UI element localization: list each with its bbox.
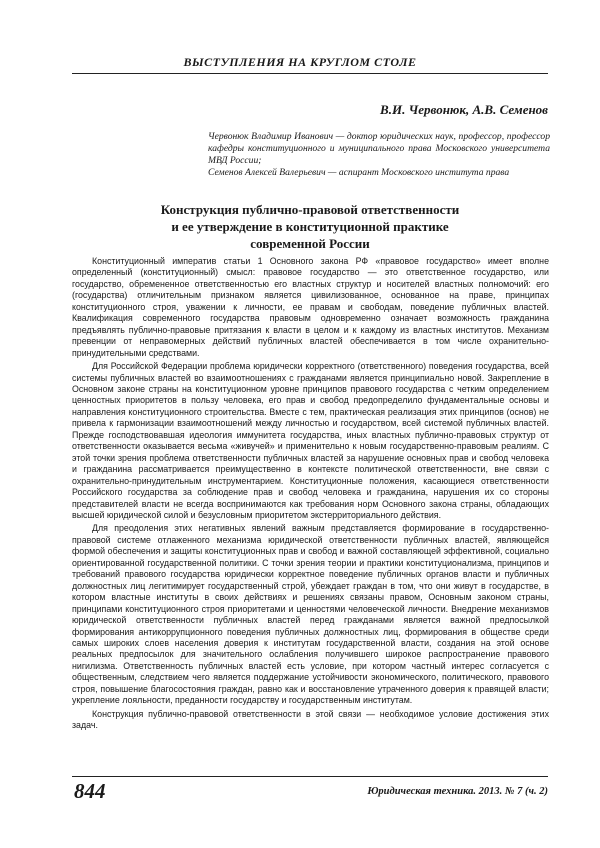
journal-citation: Юридическая техника. 2013. № 7 (ч. 2) xyxy=(367,786,548,797)
running-header: ВЫСТУПЛЕНИЯ НА КРУГЛОМ СТОЛЕ xyxy=(183,55,417,69)
article-authors: В.И. Червонюк, А.В. Семенов xyxy=(380,102,548,117)
article-title-line: современной России xyxy=(250,236,370,251)
article-title-line: и ее утверждение в конституционной практике xyxy=(171,219,449,234)
page-number: 844 xyxy=(74,779,106,803)
article-title xyxy=(72,201,548,252)
paragraph: Конструкция публично-правовой ответственности в этой связи — необходимое условие достижения этих задач. xyxy=(72,708,549,731)
author-bio: Червонюк Владимир Иванович — доктор юридических наук, профессор, профессор кафедры конституционного и муниципального права Московского университета МВД России; xyxy=(208,131,550,166)
paragraph: Для преодоления этих негативных явлений важным представляется формирование в государственно-правовой системе отлаженного механизма юридической ответственности публичных властей, являющейся формой обеспечения и защиты конституционных прав и свобод и важной составляющей эффективной, социально ориентированной государственной политики. С точки зрения теории и практики конституционализма, принципов и требований правового государства юридически корректное поведение публичных органов власти и публичных должностных лиц легитимирует государственный строй, убеждает граждан в том, что они живут в государстве, в котором властные институты в своих действиях и решениях связаны правом, Основным законом страны, принципами конституционного строя приоритетами и ценностями человеческой личности. Внедрение механизмов юридической ответственности публичных властей перед гражданами является важной предпосылкой формирования антикоррупционного поведения публичных должностных лиц, формирования в обществе среди самых широких слоев населения доверия к институтам государственной власти, создания на этой основе реальных предпосылок для значительного ослабления получившего широкое распространение правового нигилизма. Ответственность публичных властей есть условие, при котором частный интерес согласуется с общественным, следствием чего является поддержание устойчивости экономического, политического, правового строя, повышение благосостояния граждан, равно как и восстановление утраченного доверия к правящей власти; укрепление лояльности, преданности государству и государственным институтам. xyxy=(72,523,549,706)
footer-rule xyxy=(72,776,548,777)
author-bio: Семенов Алексей Валерьевич — аспирант Московского института права xyxy=(208,167,510,178)
article-title-line: Конструкция публично-правовой ответственности xyxy=(160,202,460,217)
article-body xyxy=(72,256,549,734)
paragraph: Для Российской Федерации проблема юридически корректного (ответственного) поведения государства, всей системы публичных властей во взаимоотношениях с гражданами является принципиально новой. Закрепление в Основном законе страны на конституционном уровне принципов правового государства с четким определением ценностных приоритетов в пользу человека, его прав и свобод предопределило фундаментальные основы и направления конституционного строительства. Вместе с тем, практическая реализация этих принципов (основ) не привела к гармонизации взаимоотношений между личностью и государством, всей системой публичных властей. Прежде господствовавшая идеология иммунитета государства, иных властных публично-правовых структур от ответственности оказывается весьма «живучей» и применительно к новым государственно-правовым реалиям. С этой точки зрения проблема ответственности публичных властей за нарушение основных прав и свобод человека и гражданина рассматривается преимущественно в контексте политической ответственности, вне связи с охранительно-принудительным инструментарием. Конституционные положения, касающиеся ответственности Российского государства за соблюдение прав и свобод человека и гражданина, нарушения их со стороны представителей власти не всегда воспринимаются как требования норм Основного закона страны, обладающих высшей юридической силой и безусловным приоритетом экстерриториального действия. xyxy=(72,361,549,520)
header-rule xyxy=(72,73,548,74)
paragraph: Конституционный императив статьи 1 Основного закона РФ «правовое государство» имеет вполне определенный (конституционный) смысл: правовое государство — это ответственное государство, или государство, обремененное ответственностью его властных структур и носителей властных полномочий: его (государства) отличительным признаком является цивилизованное, основанное на праве, принципах конституционного строя, уважении к личности, ее правам и свободам, поведение публичных властей. Квалификация современного государства правовым одновременно означает возможность гражданина предъявлять публично-правовые притязания к власти в целом и к каждому из властных институтов. Механизм превенции от неправомерных действий публичных властей обеспечивается в том числе охранительно-принудительными средствами. xyxy=(72,256,549,358)
